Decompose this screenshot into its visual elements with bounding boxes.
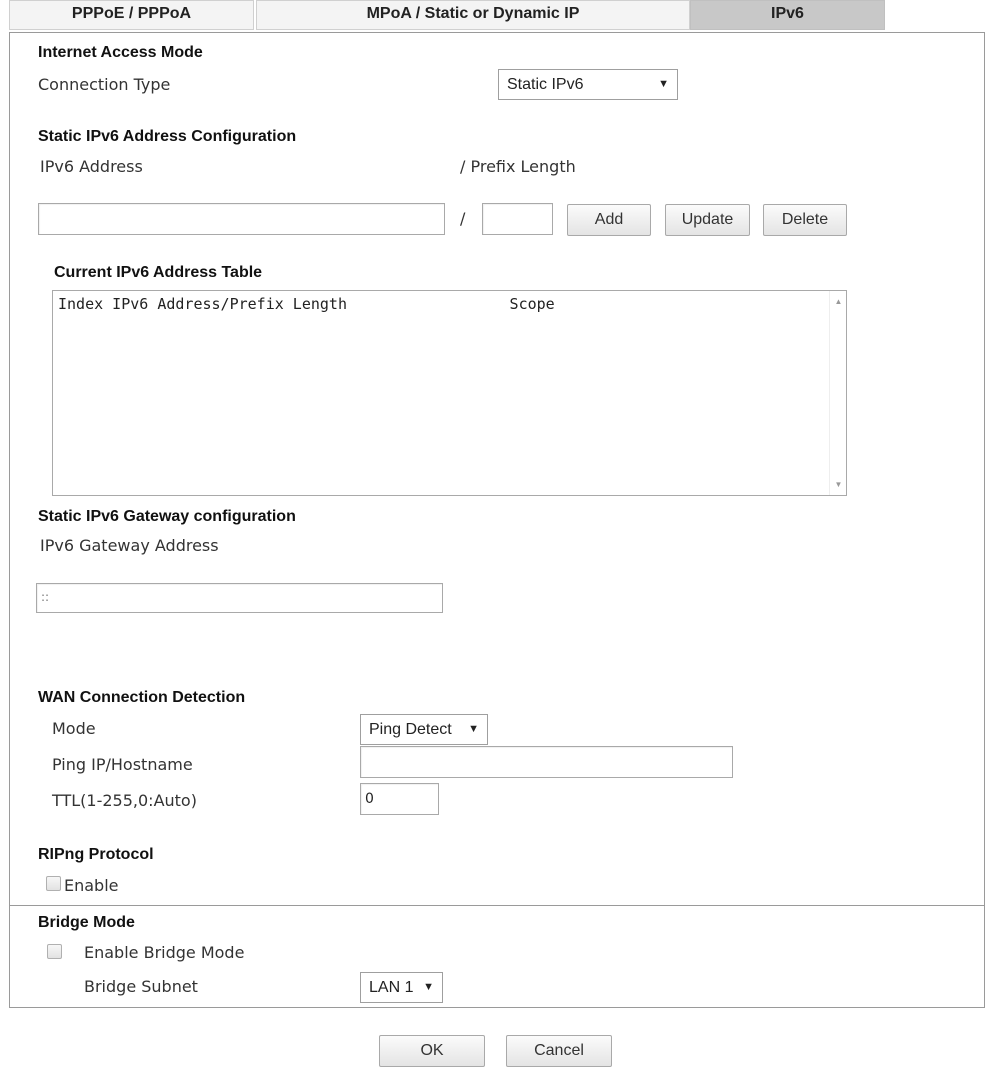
cancel-button[interactable]: Cancel: [506, 1035, 612, 1067]
prefix-slash: /: [460, 209, 466, 228]
wan-detection-title: WAN Connection Detection: [38, 689, 246, 706]
ipv6-address-table[interactable]: [52, 290, 847, 496]
mode-select[interactable]: [360, 714, 488, 745]
prefix-length-input[interactable]: [482, 203, 553, 235]
connection-type-select[interactable]: [498, 69, 678, 100]
bridge-enable-checkbox[interactable]: [47, 944, 62, 959]
ipv6-address-input[interactable]: [38, 203, 445, 235]
chevron-down-icon: ▼: [423, 981, 434, 993]
ping-hostname-label: Ping IP/Hostname: [52, 755, 193, 774]
delete-button[interactable]: Delete: [763, 204, 847, 236]
chevron-down-icon: ▼: [468, 723, 479, 735]
update-button[interactable]: Update: [665, 204, 750, 236]
tab-ipv6[interactable]: IPv6: [690, 0, 885, 30]
prefix-length-label: / Prefix Length: [460, 157, 576, 176]
ttl-label: TTL(1-255,0:Auto): [52, 791, 197, 810]
tab-mpoa[interactable]: MPoA / Static or Dynamic IP: [256, 0, 690, 30]
ripng-enable-checkbox[interactable]: [46, 876, 61, 891]
connection-type-value: Static IPv6: [507, 76, 584, 93]
mode-label: Mode: [52, 719, 96, 738]
connection-type-label: Connection Type: [38, 75, 171, 94]
address-table-title: Current IPv6 Address Table: [54, 264, 263, 281]
ripng-title: RIPng Protocol: [38, 846, 154, 863]
scroll-down-icon[interactable]: ▼: [834, 480, 843, 489]
ripng-enable-label: Enable: [64, 876, 119, 895]
chevron-down-icon: ▼: [658, 78, 669, 90]
ipv6-address-label: IPv6 Address: [40, 157, 143, 176]
bridge-mode-title: Bridge Mode: [38, 914, 135, 931]
gateway-address-label: IPv6 Gateway Address: [40, 536, 219, 555]
scroll-up-icon[interactable]: ▲: [834, 297, 843, 306]
gateway-address-input[interactable]: ::: [36, 583, 443, 613]
add-button[interactable]: Add: [567, 204, 651, 236]
bridge-subnet-value: LAN 1: [369, 979, 414, 996]
gateway-title: Static IPv6 Gateway configuration: [38, 508, 296, 525]
ping-hostname-input[interactable]: [360, 746, 733, 778]
tab-pppoe[interactable]: PPPoE / PPPoA: [9, 0, 254, 30]
bridge-enable-label: Enable Bridge Mode: [84, 943, 245, 962]
ok-button[interactable]: OK: [379, 1035, 485, 1067]
internet-access-mode-title: Internet Access Mode: [38, 44, 203, 61]
static-ipv6-title: Static IPv6 Address Configuration: [38, 128, 297, 145]
mode-value: Ping Detect: [369, 721, 452, 738]
address-table-scrollbar[interactable]: [829, 291, 846, 495]
address-table-header: Index IPv6 Address/Prefix Length Scope: [58, 295, 555, 313]
ttl-input[interactable]: 0: [360, 783, 439, 815]
bridge-subnet-select[interactable]: [360, 972, 443, 1003]
bridge-subnet-label: Bridge Subnet: [84, 977, 198, 996]
